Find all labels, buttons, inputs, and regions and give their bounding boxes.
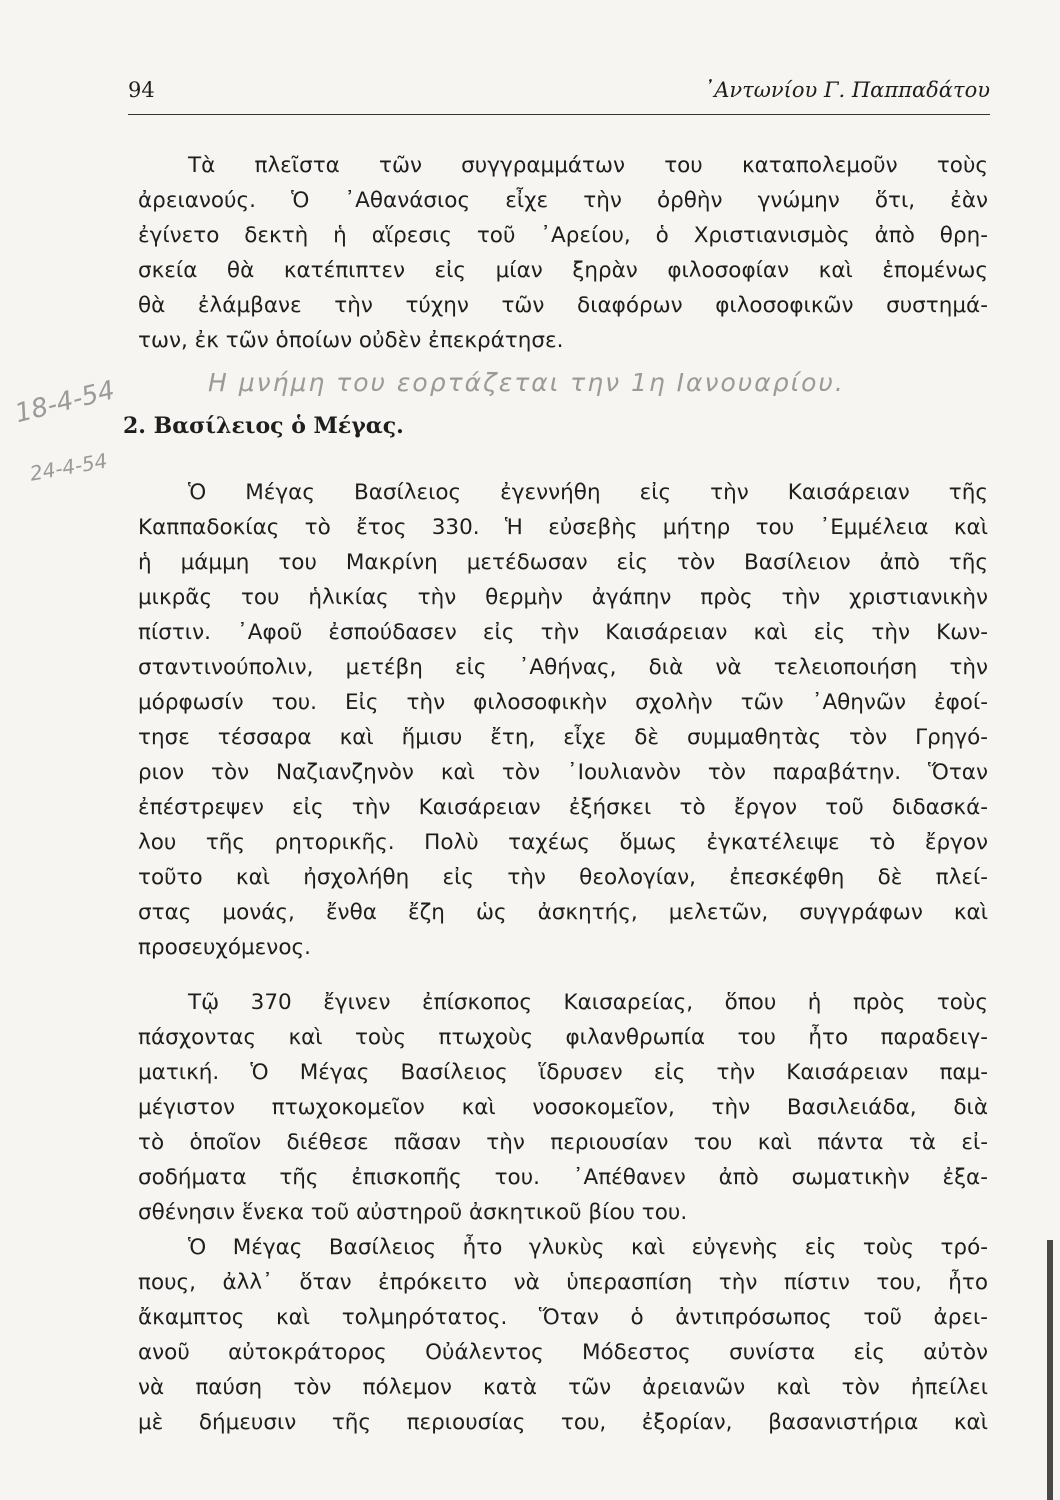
text-line: ριον τὸν Ναζιανζηνὸν καὶ τὸν ᾿Ιουλιανὸν τὸν παραβάτην. Ὅταν xyxy=(138,760,988,785)
header-rule xyxy=(128,114,990,115)
page-header xyxy=(128,78,990,114)
paragraph-3 xyxy=(138,985,988,1230)
binding-edge-shadow xyxy=(1047,1240,1053,1500)
text-line: μὲ δήμευσιν τῆς περιουσίας του, ἐξορίαν, βασανιστήρια καὶ xyxy=(138,1410,988,1435)
text-line: Καππαδοκίας τὸ ἔτος 330. Ἡ εὐσεβὴς μήτηρ του ᾿Εμμέλεια καὶ xyxy=(138,515,988,540)
text-line: σοδήματα τῆς ἐπισκοπῆς του. ᾿Απέθανεν ἀπὸ σωματικὴν ἐξα- xyxy=(138,1165,988,1190)
handwritten-date-1: 18-4-54 xyxy=(12,375,118,430)
text-line: σθένησιν ἕνεκα τοῦ αὐστηροῦ ἀσκητικοῦ βίου του. xyxy=(138,1200,688,1225)
text-line: ἄκαμπτος καὶ τολμηρότατος. Ὅταν ὁ ἀντιπρόσωπος τοῦ ἀρει- xyxy=(138,1305,988,1330)
text-line: τὸ ὁποῖον διέθεσε πᾶσαν τὴν περιουσίαν του καὶ πάντα τὰ εἰ- xyxy=(138,1130,988,1155)
text-line: ανοῦ αὐτοκράτορος Οὐάλεντος Μόδεστος συνίστα εἰς αὐτὸν xyxy=(138,1340,988,1365)
text-line: μικρᾶς του ἡλικίας τὴν θερμὴν ἀγάπην πρὸς τὴν χριστιανικὴν xyxy=(138,585,988,610)
running-title: ᾿Αντωνίου Γ. Παππαδάτου xyxy=(703,78,990,102)
text-line: πάσχοντας καὶ τοὺς πτωχοὺς φιλανθρωπία του ἦτο παραδειγ- xyxy=(138,1025,988,1050)
handwritten-date-2: 24-4-54 xyxy=(28,448,110,486)
text-line: τησε τέσσαρα καὶ ἥμισυ ἔτη, εἶχε δὲ συμμαθητὰς τὸν Γρηγό- xyxy=(138,725,988,750)
text-line: πους, ἀλλ᾿ ὅταν ἐπρόκειτο νὰ ὑπερασπίση τὴν πίστιν του, ἦτο xyxy=(138,1270,988,1295)
text-line: Τὰ πλεῖστα τῶν συγγραμμάτων του καταπολεμοῦν τοὺς xyxy=(188,153,988,178)
text-line: Ὁ Μέγας Βασίλειος ἦτο γλυκὺς καὶ εὐγενὴς εἰς τοὺς τρό- xyxy=(188,1235,988,1260)
paragraph-1 xyxy=(138,148,988,358)
text-line: τοῦτο καὶ ἠσχολήθη εἰς τὴν θεολογίαν, ἐπεσκέφθη δὲ πλεί- xyxy=(138,865,988,890)
text-line: σκεία θὰ κατέπιπτεν εἰς μίαν ξηρὰν φιλοσοφίαν καὶ ἑπομένως xyxy=(138,258,988,283)
page-number: 94 xyxy=(128,78,155,102)
text-line: ματική. Ὁ Μέγας Βασίλειος ἵδρυσεν εἰς τὴν Καισάρειαν παμ- xyxy=(138,1060,988,1085)
text-line: Τῷ 370 ἔγινεν ἐπίσκοπος Καισαρείας, ὅπου ἡ πρὸς τοὺς xyxy=(188,990,988,1015)
text-line: λου τῆς ρητορικῆς. Πολὺ ταχέως ὅμως ἐγκατέλειψε τὸ ἔργον xyxy=(138,830,988,855)
text-line: Ὁ Μέγας Βασίλειος ἐγεννήθη εἰς τὴν Καισάρειαν τῆς xyxy=(188,480,988,505)
text-line: πίστιν. ᾿Αφοῦ ἐσπούδασεν εἰς τὴν Καισάρειαν καὶ εἰς τὴν Κων- xyxy=(138,620,988,645)
text-line: ἐγίνετο δεκτὴ ἡ αἵρεσις τοῦ ᾿Αρείου, ὁ Χριστιανισμὸς ἀπὸ θρη- xyxy=(138,223,988,248)
text-line: ἀρειανούς. Ὁ ᾿Αθανάσιος εἶχε τὴν ὀρθὴν γνώμην ὅτι, ἐὰν xyxy=(138,188,988,213)
text-line: σταντινούπολιν, μετέβη εἰς ᾿Αθήνας, διὰ νὰ τελειοποιήση τὴν xyxy=(138,655,988,680)
text-line: μόρφωσίν του. Εἰς τὴν φιλοσοφικὴν σχολὴν τῶν ᾿Αθηνῶν ἐφοί- xyxy=(138,690,988,715)
paragraph-4 xyxy=(138,1230,988,1440)
handwritten-note: Η μνήμη του εορτάζεται την 1η Ιανουαρίου. xyxy=(208,368,845,397)
text-line: των, ἐκ τῶν ὁποίων οὐδὲν ἐπεκράτησε. xyxy=(138,328,564,353)
text-line: μέγιστον πτωχοκομεῖον καὶ νοσοκομεῖον, τὴν Βασιλειάδα, διὰ xyxy=(138,1095,988,1120)
section-heading: 2. Βασίλειος ὁ Μέγας. xyxy=(123,413,404,439)
text-line: νὰ παύση τὸν πόλεμον κατὰ τῶν ἀρειανῶν καὶ τὸν ἠπείλει xyxy=(138,1375,988,1400)
text-line: ἐπέστρεψεν εἰς τὴν Καισάρειαν ἐξήσκει τὸ ἔργον τοῦ διδασκά- xyxy=(138,795,988,820)
text-line: ἡ μάμμη του Μακρίνη μετέδωσαν εἰς τὸν Βασίλειον ἀπὸ τῆς xyxy=(138,550,988,575)
text-line: στας μονάς, ἔνθα ἔζη ὡς ἀσκητής, μελετῶν, συγγράφων καὶ xyxy=(138,900,988,925)
text-line: προσευχόμενος. xyxy=(138,935,311,960)
paragraph-2 xyxy=(138,475,988,965)
text-line: θὰ ἐλάμβανε τὴν τύχην τῶν διαφόρων φιλοσοφικῶν συστημά- xyxy=(138,293,988,318)
